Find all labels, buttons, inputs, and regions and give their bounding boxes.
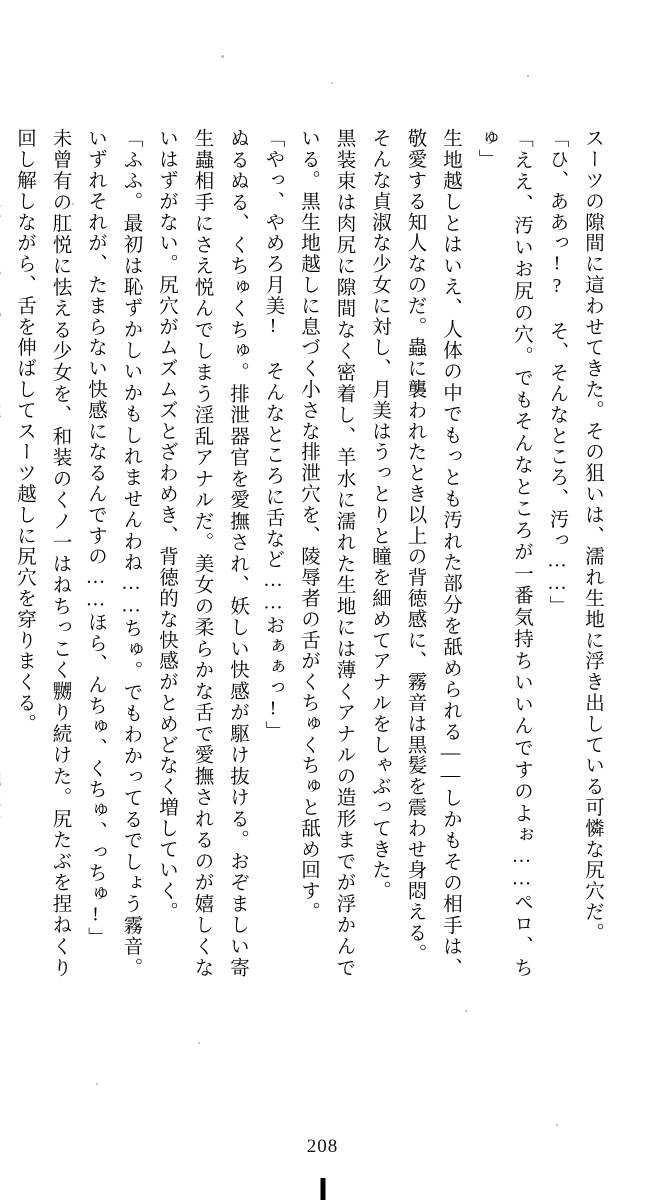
paragraph: 黒装束は肉尻に隙間なく密着し、羊水に濡れた生地には薄くアナルの造形までが浮かんでいる。黒生地越しに息づく小さな排泄穴を、陵辱者の舌がくちゅくちゅと舐め回す。 [298,128,355,978]
paragraph: 「ふふ。最初は恥ずかしいかもしれませんわね……ちゅ。でもわかってるでしょう霧音。いずれそれが、たまらない快感になるんですの……ほら、んちゅ、くちゅ、っちゅ!」 [85,128,142,978]
paragraph: スーツの隙間に這わせてきた。その狙いは、濡れ生地に浮き出している可憐な尻穴だ。 [582,128,603,944]
paragraph: 生地越しとはいえ、人体の中でもっとも汚れた部分を舐められる——しかもその相手は、敬愛する知人なのだ。蟲に襲われたとき以上の背徳感に、霧音は黒髪を震わせ身悶える。 [404,128,461,978]
paragraph: 未曾有の肛悦に怯える少女を、和装のくノ一はねちっこく嬲り続けた。尻たぶを捏ねくり回し解しながら、舌を伸ばしてスーツ越しに尻穴を穿りまくる。 [14,128,71,978]
page-number: 208 [306,1136,339,1157]
paragraph: そんな貞淑な少女に対し、月美はうっとりと瞳を細めてアナルをしゃぶってきた。 [369,128,390,902]
paragraph: ぬるぬる、くちゅくちゅ。排泄器官を愛撫され、妖しい快感が駆け抜ける。おぞましい寄生蟲相手にさえ悦んでしまう淫乱アナルだ。美女の柔らかな舌で愛撫されるのが嬉しくないはずがない。尻穴がムズムズとざわめき、背徳的な快感がとめどなく増していく。 [156,128,248,978]
page-content-area [14,128,610,978]
paragraph: 「やっ、やめろ月美! そんなところに舌など……おぁぁっ!」 [262,128,284,742]
gutter-mark [320,1178,325,1200]
novel-body-text [14,128,610,978]
paragraph [0,128,7,978]
paragraph: 「ひ、ああっ!? そ、そんなところ、汚っ……」 [546,128,568,617]
paragraph: 「ええ、汚いお尻の穴。でもそんなところが一番気持ちいいんですのよぉ……ペロ、ちゅ」 [475,128,532,978]
